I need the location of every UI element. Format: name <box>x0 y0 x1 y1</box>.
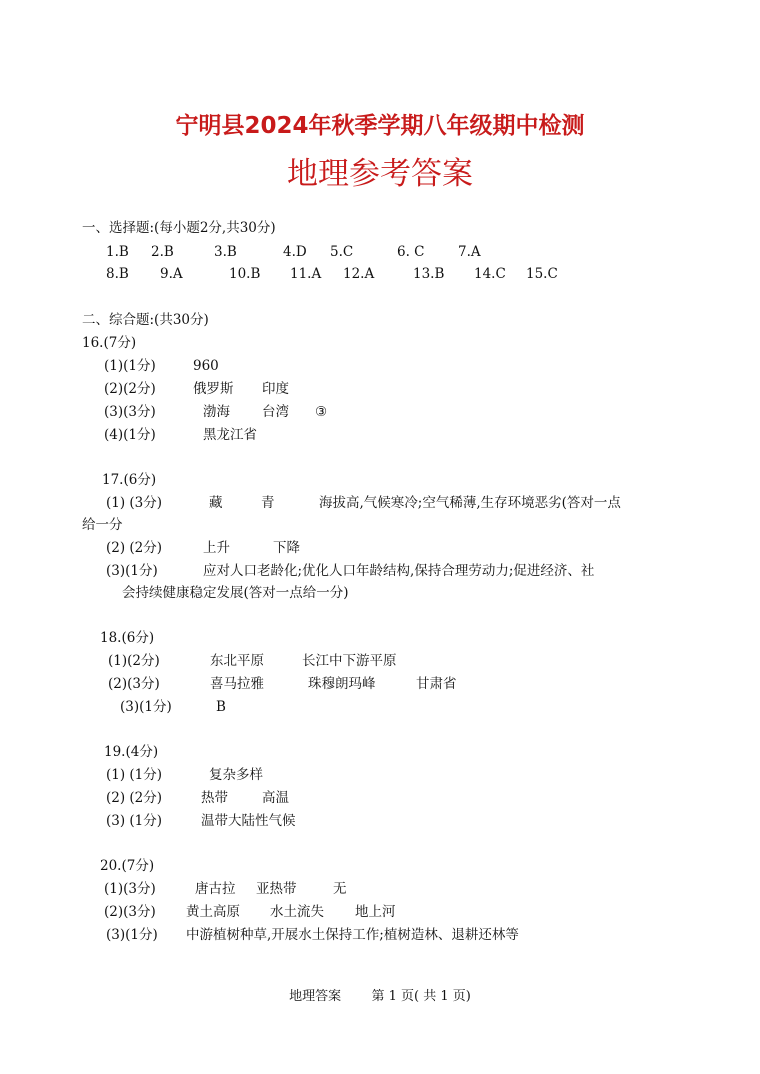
mc-answer: 6. C <box>397 244 425 260</box>
mc-answer: 8.B <box>106 266 129 282</box>
answer-label: (2) (2分) <box>106 540 163 556</box>
answer-text: 地上河 <box>355 904 396 920</box>
answer-text: 台湾 <box>262 404 289 420</box>
answer-label: (1)(1分) <box>104 358 156 374</box>
mc-answer: 3.B <box>214 244 237 260</box>
answer-text: 高温 <box>262 790 289 806</box>
answer-text: 黄土高原 <box>186 904 240 920</box>
mc-answer: 15.C <box>526 266 558 282</box>
answer-text: 藏 <box>209 495 223 511</box>
question-20-heading: 20.(7分) <box>100 858 155 874</box>
answer-text: ③ <box>315 404 328 420</box>
mc-answer: 9.A <box>160 266 183 282</box>
mc-answer: 2.B <box>151 244 174 260</box>
answer-label: (1) (3分) <box>106 495 163 511</box>
answer-text: 无 <box>333 881 347 897</box>
answer-text: 黑龙江省 <box>203 427 257 443</box>
answer-text: 渤海 <box>203 404 230 420</box>
answer-text: 亚热带 <box>256 881 297 897</box>
mc-answer: 1.B <box>106 244 129 260</box>
footer-page-number: 第 1 页( 共 1 页) <box>371 989 471 1004</box>
answer-text: 温带大陆性气候 <box>201 813 296 829</box>
question-19-heading: 19.(4分) <box>104 744 159 760</box>
answer-text: 中游植树种草,开展水土保持工作;植树造林、退耕还林等 <box>186 927 519 943</box>
answer-label: (2)(2分) <box>104 381 156 397</box>
answer-label: (2)(3分) <box>104 904 156 920</box>
answer-text: 海拔高,气候寒冷;空气稀薄,生存环境恶劣(答对一点 <box>319 495 621 511</box>
answer-label: (3)(3分) <box>104 404 156 420</box>
answer-label: (1)(3分) <box>104 881 156 897</box>
answer-label: (4)(1分) <box>104 427 156 443</box>
answer-text: 喜马拉雅 <box>210 676 264 692</box>
answer-label: (3)(1分) <box>106 927 158 943</box>
answer-text: 960 <box>193 358 219 374</box>
mc-answer: 12.A <box>343 266 375 282</box>
answer-text: 俄罗斯 <box>193 381 234 397</box>
answer-text: 青 <box>261 495 275 511</box>
answer-text-continued: 会持续健康稳定发展(答对一点给一分) <box>122 585 349 601</box>
answer-text: B <box>216 699 226 715</box>
question-18-heading: 18.(6分) <box>100 630 155 646</box>
answer-text: 甘肃省 <box>416 676 457 692</box>
answer-text: 上升 <box>203 540 230 556</box>
answer-label: (2)(3分) <box>108 676 160 692</box>
footer-subject: 地理答案 <box>289 989 342 1004</box>
section1-heading: 一、选择题:(每小题2分,共30分) <box>82 220 276 236</box>
mc-answer: 11.A <box>290 266 322 282</box>
answer-text: 印度 <box>262 381 289 397</box>
answer-text: 复杂多样 <box>209 767 263 783</box>
answer-text: 东北平原 <box>210 653 264 669</box>
question-16-heading: 16.(7分) <box>82 335 137 351</box>
answer-text: 下降 <box>273 540 300 556</box>
question-17-heading: 17.(6分) <box>102 472 157 488</box>
mc-answer: 7.A <box>458 244 481 260</box>
section2-heading: 二、综合题:(共30分) <box>82 312 209 328</box>
page-footer <box>0 985 760 1004</box>
answer-label: (1)(2分) <box>108 653 160 669</box>
document-title: 宁明县2024年秋季学期八年级期中检测 <box>175 113 585 139</box>
answer-label: (3)(1分) <box>106 563 158 579</box>
mc-answer: 10.B <box>229 266 261 282</box>
answer-text: 唐古拉 <box>195 881 236 897</box>
document-subtitle: 地理参考答案 <box>287 156 473 192</box>
answer-label: (2) (2分) <box>106 790 163 806</box>
answer-text-continued: 给一分 <box>82 517 123 533</box>
mc-answer: 5.C <box>330 244 354 260</box>
answer-label: (3)(1分) <box>120 699 172 715</box>
answer-text: 热带 <box>201 790 228 806</box>
answer-text: 珠穆朗玛峰 <box>308 676 376 692</box>
answer-text: 水土流失 <box>270 904 324 920</box>
mc-answer: 14.C <box>474 266 506 282</box>
answer-text: 长江中下游平原 <box>302 653 397 669</box>
answer-text: 应对人口老龄化;优化人口年龄结构,保持合理劳动力;促进经济、社 <box>203 563 595 579</box>
mc-answer: 4.D <box>283 244 307 260</box>
answer-label: (1) (1分) <box>106 767 163 783</box>
mc-answer: 13.B <box>413 266 445 282</box>
answer-label: (3) (1分) <box>106 813 163 829</box>
